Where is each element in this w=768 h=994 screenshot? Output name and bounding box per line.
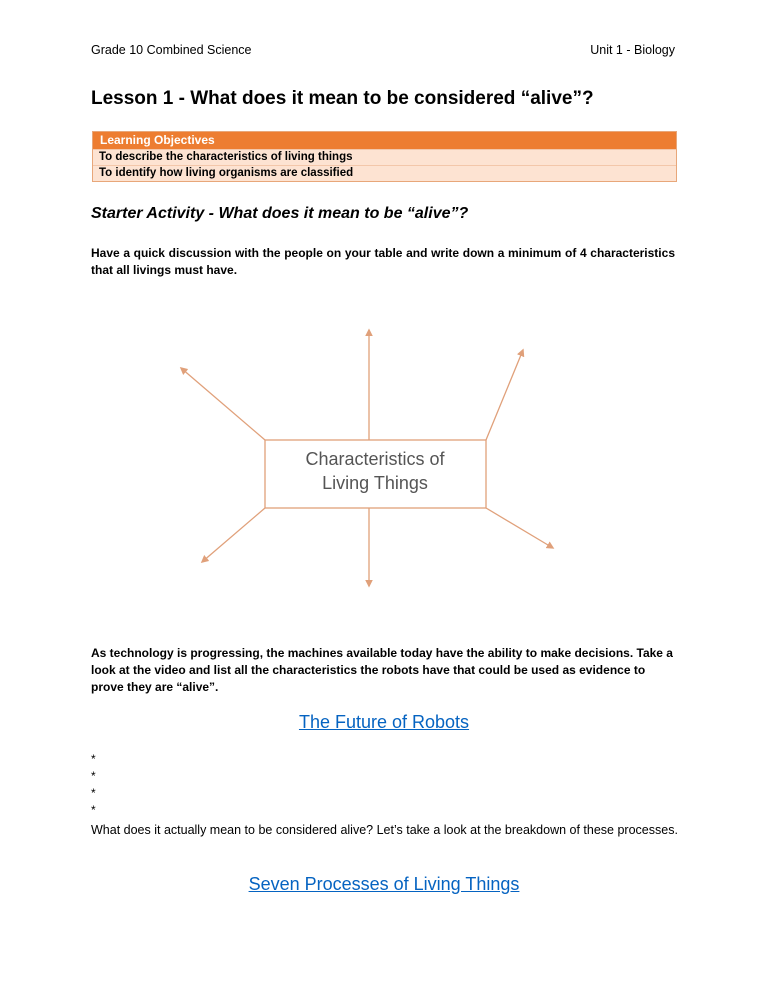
- objective-item: To identify how living organisms are classified: [93, 165, 676, 181]
- bullet: *: [91, 803, 96, 817]
- seven-processes-link[interactable]: Seven Processes of Living Things: [248, 874, 520, 894]
- spider-diagram: [170, 322, 560, 592]
- robots-instructions: As technology is progressing, the machines available today have the ability to make decisions. Take a look at the video and list all the characteristics the robots have that could be used as evidence to prove they are “alive”.: [91, 646, 673, 694]
- header-course: Grade 10 Combined Science: [91, 43, 252, 57]
- processes-intro: What does it actually mean to be considered alive? Let’s take a look at the breakdown of these processes.: [91, 823, 678, 837]
- header-unit: Unit 1 - Biology: [590, 43, 675, 57]
- learning-objectives-box: [92, 131, 677, 182]
- arrow-lower-right: [486, 508, 553, 548]
- arrow-upper-left: [181, 368, 265, 440]
- bullet: *: [91, 769, 96, 783]
- objective-item: To describe the characteristics of living things: [93, 149, 676, 165]
- starter-instructions: Have a quick discussion with the people on your table and write down a minimum of 4 characteristics that all livings must have.: [91, 246, 675, 277]
- center-label-line2: Living Things: [322, 473, 428, 493]
- characteristics-diagram: [170, 322, 560, 592]
- center-label-line1: Characteristics of: [305, 449, 445, 469]
- bullet: *: [91, 786, 96, 800]
- lesson-title: Lesson 1 - What does it mean to be considered “alive”?: [91, 88, 594, 109]
- learning-objectives-heading: Learning Objectives: [93, 132, 676, 149]
- starter-heading: Starter Activity - What does it mean to be “alive”?: [91, 205, 469, 222]
- bullet: *: [91, 752, 96, 766]
- arrow-upper-right: [486, 350, 523, 440]
- future-of-robots-link[interactable]: The Future of Robots: [298, 712, 470, 732]
- arrow-lower-left: [202, 508, 265, 562]
